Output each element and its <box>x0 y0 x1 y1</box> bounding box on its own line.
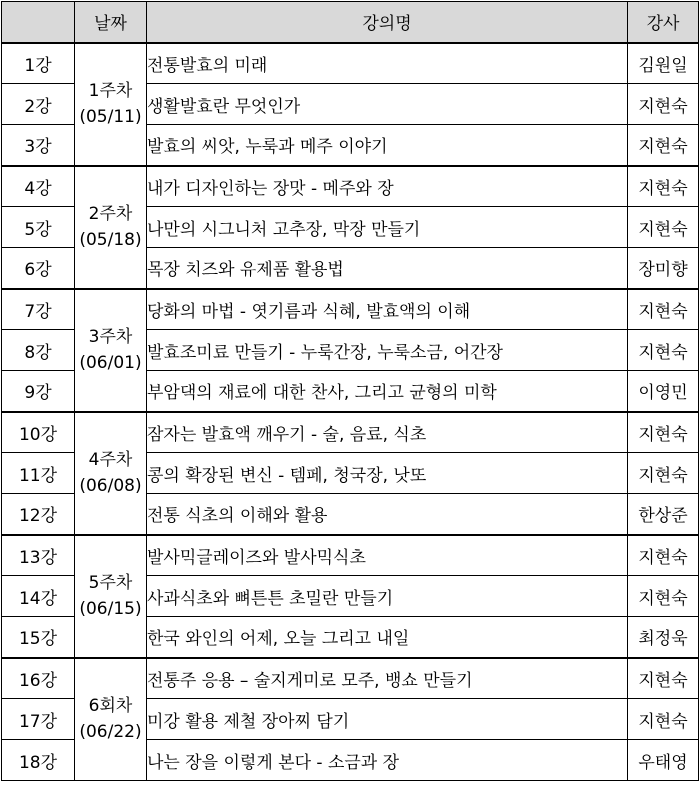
week-label: 5주차 <box>88 573 133 593</box>
lecture-instructor: 지현숙 <box>628 576 699 617</box>
week-cell <box>75 412 147 535</box>
header-instructor: 강사 <box>628 2 699 43</box>
week-date: (06/01) <box>79 353 142 373</box>
lecture-number: 13강 <box>2 535 75 576</box>
week-cell <box>75 535 147 658</box>
lecture-number: 1강 <box>2 43 75 84</box>
lecture-title: 잠자는 발효액 깨우기 - 술, 음료, 식초 <box>147 412 628 453</box>
table-row <box>2 535 699 576</box>
lecture-number: 10강 <box>2 412 75 453</box>
week-label: 4주차 <box>88 450 133 470</box>
week-cell <box>75 43 147 166</box>
lecture-number: 9강 <box>2 371 75 412</box>
week-cell <box>75 658 147 781</box>
table-row <box>2 412 699 453</box>
lecture-instructor: 지현숙 <box>628 330 699 371</box>
lecture-instructor: 지현숙 <box>628 207 699 248</box>
lecture-number: 2강 <box>2 84 75 125</box>
table-row <box>2 658 699 699</box>
lecture-number: 16강 <box>2 658 75 699</box>
lecture-number: 18강 <box>2 740 75 781</box>
week-label: 2주차 <box>88 204 133 224</box>
lecture-title: 내가 디자인하는 장맛 - 메주와 장 <box>147 166 628 207</box>
week-date: (06/22) <box>79 722 142 743</box>
lecture-title: 콩의 확장된 변신 - 템페, 청국장, 낫또 <box>147 453 628 494</box>
lecture-schedule-table <box>1 1 699 781</box>
lecture-title: 당화의 마법 - 엿기름과 식혜, 발효액의 이해 <box>147 289 628 330</box>
lecture-number: 3강 <box>2 125 75 166</box>
lecture-title: 미강 활용 제철 장아찌 담기 <box>147 699 628 740</box>
header-date: 날짜 <box>75 2 147 43</box>
lecture-instructor: 지현숙 <box>628 699 699 740</box>
lecture-title: 나는 장을 이렇게 본다 - 소금과 장 <box>147 740 628 781</box>
lecture-title: 목장 치즈와 유제품 활용법 <box>147 248 628 289</box>
week-date: (06/15) <box>79 599 142 619</box>
lecture-number: 4강 <box>2 166 75 207</box>
lecture-instructor: 이영민 <box>628 371 699 412</box>
lecture-title: 발사믹글레이즈와 발사믹식초 <box>147 535 628 576</box>
lecture-number: 8강 <box>2 330 75 371</box>
week-date: (05/11) <box>79 107 142 127</box>
lecture-number: 12강 <box>2 494 75 535</box>
lecture-title: 전통발효의 미래 <box>147 43 628 84</box>
lecture-title: 사과식초와 뼈튼튼 초밀란 만들기 <box>147 576 628 617</box>
lecture-number: 15강 <box>2 617 75 658</box>
week-cell <box>75 289 147 412</box>
lecture-title: 나만의 시그니처 고추장, 막장 만들기 <box>147 207 628 248</box>
lecture-instructor: 지현숙 <box>628 412 699 453</box>
lecture-title: 전통 식초의 이해와 활용 <box>147 494 628 535</box>
lecture-instructor: 지현숙 <box>628 453 699 494</box>
lecture-instructor: 지현숙 <box>628 289 699 330</box>
week-label: 1주차 <box>88 81 133 101</box>
lecture-instructor: 지현숙 <box>628 125 699 166</box>
lecture-number: 7강 <box>2 289 75 330</box>
table-row <box>2 43 699 84</box>
lecture-title: 생활발효란 무엇인가 <box>147 84 628 125</box>
lecture-number: 5강 <box>2 207 75 248</box>
lecture-instructor: 장미향 <box>628 248 699 289</box>
lecture-instructor: 지현숙 <box>628 166 699 207</box>
header-title: 강의명 <box>147 2 628 43</box>
lecture-instructor: 김원일 <box>628 43 699 84</box>
table-row <box>2 289 699 330</box>
lecture-instructor: 지현숙 <box>628 84 699 125</box>
lecture-number: 6강 <box>2 248 75 289</box>
lecture-title: 전통주 응용 – 술지게미로 모주, 뱅쇼 만들기 <box>147 658 628 699</box>
header-row <box>2 2 699 43</box>
week-date: (06/08) <box>79 476 142 496</box>
lecture-title: 발효의 씨앗, 누룩과 메주 이야기 <box>147 125 628 166</box>
lecture-number: 14강 <box>2 576 75 617</box>
table-row <box>2 166 699 207</box>
lecture-instructor: 최정욱 <box>628 617 699 658</box>
week-label: 3주차 <box>88 327 133 347</box>
lecture-number: 17강 <box>2 699 75 740</box>
lecture-title: 부암댁의 재료에 대한 찬사, 그리고 균형의 미학 <box>147 371 628 412</box>
lecture-instructor: 우태영 <box>628 740 699 781</box>
week-label: 6회차 <box>88 696 133 717</box>
lecture-instructor: 지현숙 <box>628 658 699 699</box>
lecture-number: 11강 <box>2 453 75 494</box>
lecture-instructor: 지현숙 <box>628 535 699 576</box>
week-date: (05/18) <box>79 230 142 250</box>
lecture-instructor: 한상준 <box>628 494 699 535</box>
week-cell <box>75 166 147 289</box>
header-num <box>2 2 75 43</box>
lecture-title: 한국 와인의 어제, 오늘 그리고 내일 <box>147 617 628 658</box>
lecture-title: 발효조미료 만들기 - 누룩간장, 누룩소금, 어간장 <box>147 330 628 371</box>
